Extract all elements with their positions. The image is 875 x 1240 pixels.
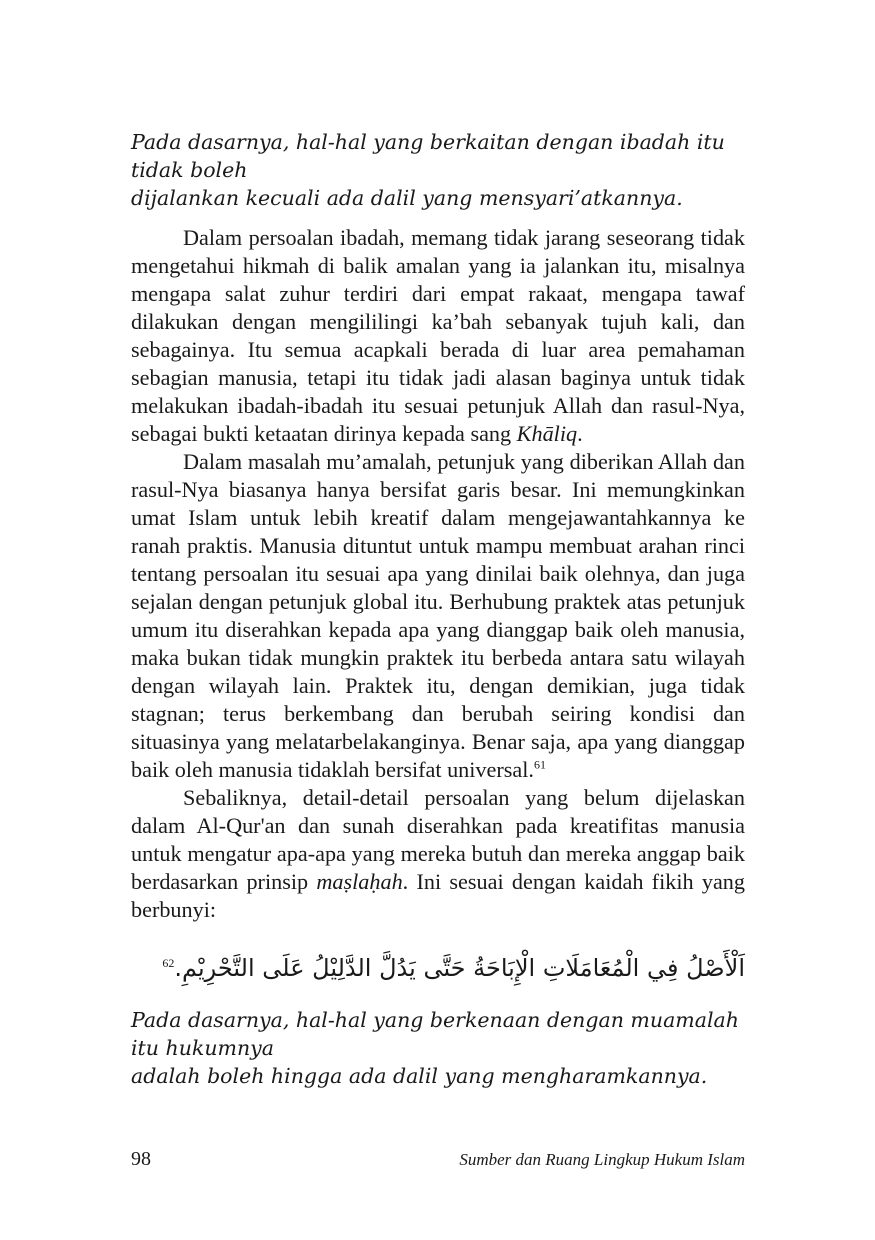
paragraph-muamalah xyxy=(131,448,745,784)
page-content xyxy=(131,128,745,1090)
paragraph-text: Sebaliknya, detail-detail persoalan yang belum dijelaskan dalam Al-Qur'an dan sunah diserahkan pada kreatifitas manusia untuk mengatur apa-apa yang mereka butuh dan mereka anggap baik berdasarkan prinsip xyxy=(131,785,745,894)
italic-term: maṣlaḥah xyxy=(316,869,403,894)
quote-line: Pada dasarnya, hal-hal yang berkaitan dengan ibadah itu tidak boleh xyxy=(131,130,725,182)
page-footer xyxy=(131,1148,745,1178)
paragraph-ibadah xyxy=(131,224,745,448)
footnote-ref[interactable]: 61 xyxy=(533,757,546,772)
paragraph-text: Dalam persoalan ibadah, memang tidak jarang seseorang tidak mengetahui hikmah di balik amalan yang ia jalankan itu, misalnya mengapa salat zuhur terdiri dari empat rakaat, mengapa tawaf dilakukan dengan mengililingi ka’bah sebanyak tujuh kali, dan sebagainya. Itu semua acapkali berada di luar area pemahaman sebagian manusia, tetapi itu tidak jadi alasan baginya untuk tidak melakukan ibadah-ibadah itu sesuai petunjuk Allah dan rasul-Nya, sebagai bukti ketaatan dirinya kepada sang xyxy=(131,225,745,446)
quote-line: Pada dasarnya, hal-hal yang berkenaan dengan muamalah itu hukumnya xyxy=(131,1008,739,1060)
page-number: 98 xyxy=(131,1148,151,1170)
footnote-ref[interactable]: 62 xyxy=(162,956,175,970)
arabic-text: اَلْأَصْلُ فِي الْمُعَامَلَاتِ الْإِبَاحَةُ حَتَّى يَدُلَّ الدَّلِيْلُ عَلَى التَّحْرِيْمِ. xyxy=(174,954,745,982)
paragraph-text-end: . Ini sesuai dengan kaidah fikih yang berbunyi: xyxy=(131,869,745,922)
quote-line: dijalankan kecuali ada dalil yang mensyari’atkannya. xyxy=(131,186,683,210)
paragraph-text: Dalam masalah mu’amalah, petunjuk yang diberikan Allah dan rasul-Nya biasanya hanya bersifat garis besar. Ini memungkinkan umat Islam untuk lebih kreatif dalam mengejawantahkannya ke ranah praktis. Manusia dituntut untuk mampu membuat arahan rinci tentang persoalan itu sesuai apa yang dinilai baik olehnya, dan juga sejalan dengan petunjuk global itu. Berhubung praktek atas petunjuk umum itu diserahkan kepada apa yang dianggap baik oleh manusia, maka bukan tidak mungkin praktek itu berbeda antara satu wilayah dengan wilayah lain. Praktek itu, dengan demikian, juga tidak stagnan; terus berkembang dan berubah seiring kondisi dan situasinya yang melatarbelakanginya. Benar saja, apa yang dianggap baik oleh manusia tidaklah bersifat universal. xyxy=(131,449,745,782)
italic-term: Khāliq xyxy=(516,421,578,446)
italic-quote-top xyxy=(131,128,745,212)
punctuation: . xyxy=(577,421,583,446)
paragraph-sebaliknya xyxy=(131,784,745,924)
quote-line: adalah boleh hingga ada dalil yang mengharamkannya. xyxy=(131,1064,708,1088)
italic-quote-bottom xyxy=(131,1006,745,1090)
running-title: Sumber dan Ruang Lingkup Hukum Islam xyxy=(459,1150,745,1169)
arabic-maxim xyxy=(131,946,745,990)
